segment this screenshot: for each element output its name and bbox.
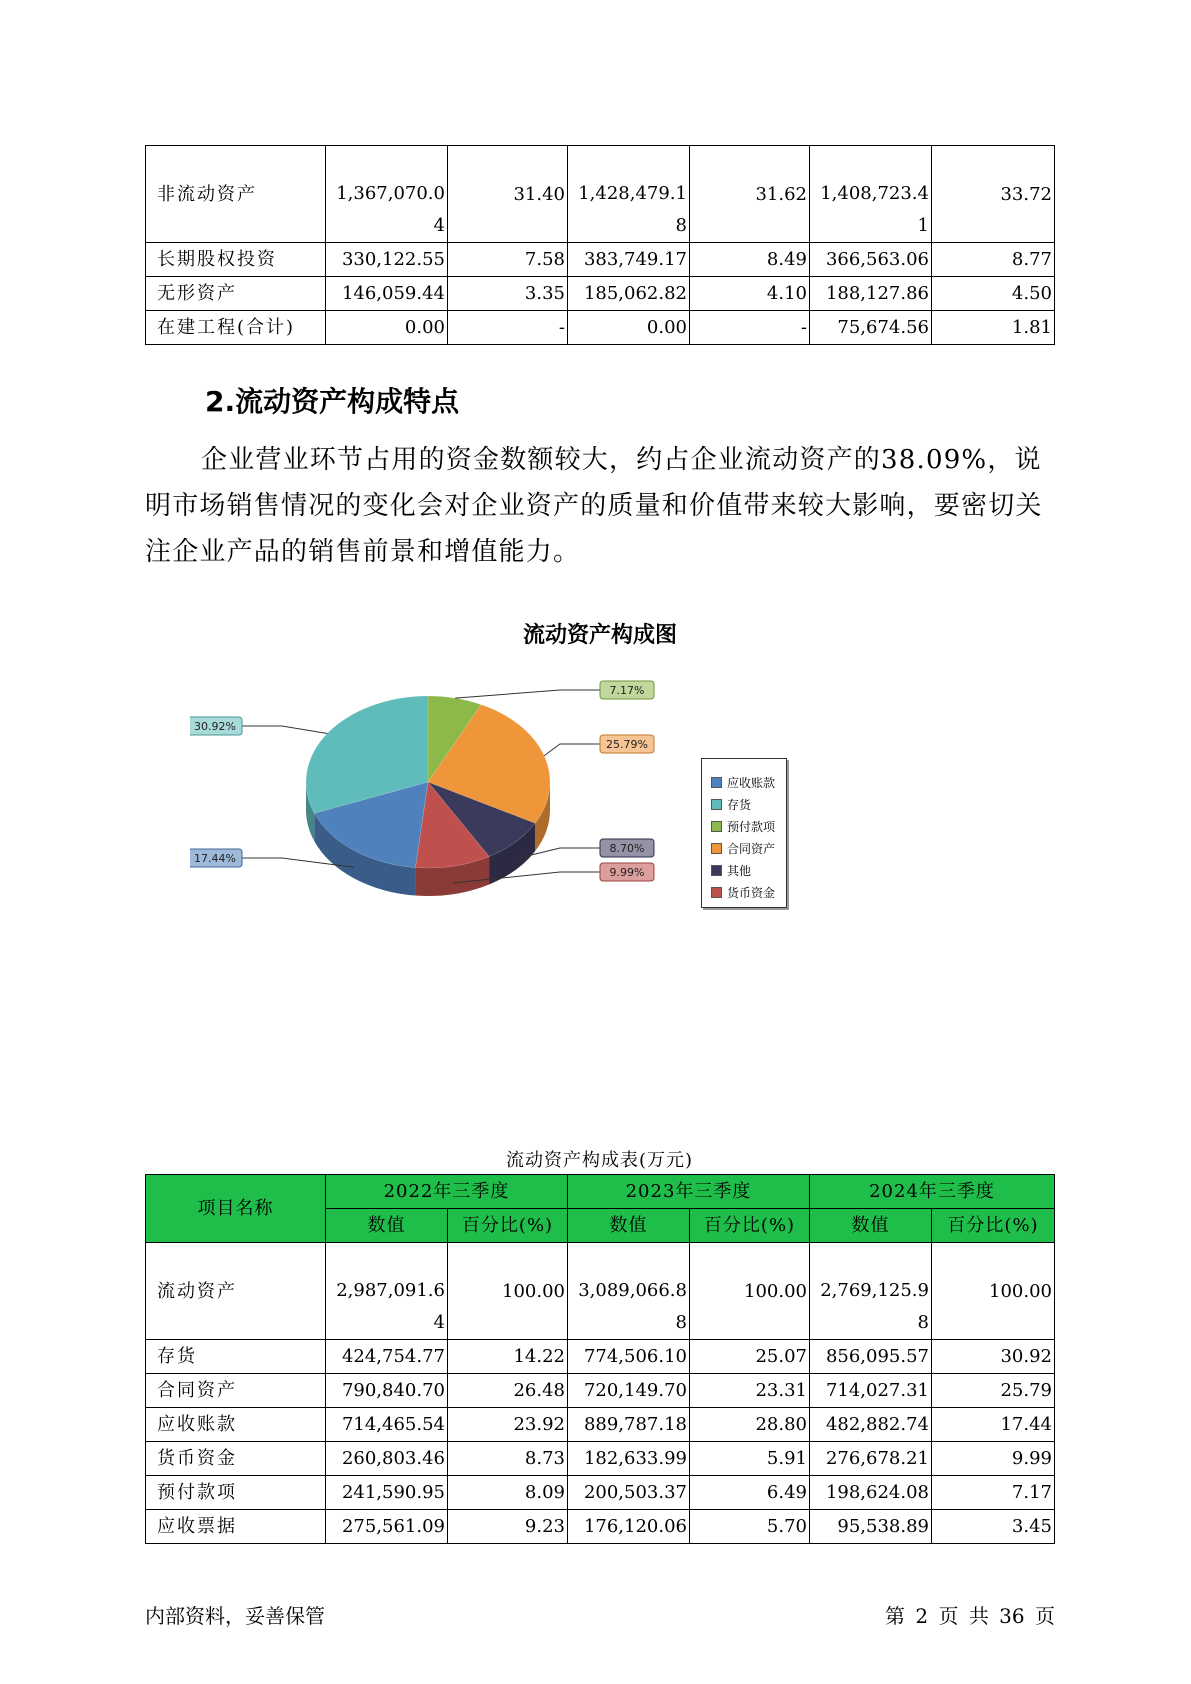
value-cell: 276,678.21 (810, 1442, 932, 1476)
row-name: 合同资产 (146, 1374, 326, 1408)
legend-item (702, 881, 786, 903)
percent-cell: 25.79 (932, 1374, 1055, 1408)
legend-swatch (711, 887, 722, 898)
value-cell: 889,787.18 (568, 1408, 690, 1442)
current-assets-table (145, 1174, 1055, 1544)
percent-cell: 4.50 (932, 277, 1055, 311)
pie-data-label: 7.17% (609, 684, 645, 697)
pie-data-label: 30.92% (194, 720, 236, 733)
table-row (146, 1442, 1055, 1476)
table-caption: 流动资产构成表(万元) (505, 1150, 694, 1171)
value-cell: 241,590.95 (326, 1476, 448, 1510)
table-row (146, 277, 1055, 311)
percent-cell: 30.92 (932, 1340, 1055, 1374)
value-cell: 185,062.82 (568, 277, 690, 311)
value-cell: 75,674.56 (810, 311, 932, 345)
percent-cell: 4.10 (690, 277, 810, 311)
header-year-2024: 2024年三季度 (810, 1175, 1055, 1209)
row-name: 长期股权投资 (146, 243, 326, 277)
percent-cell: 100.00 (448, 1243, 568, 1340)
percent-cell: 8.49 (690, 243, 810, 277)
percent-cell: 3.45 (932, 1510, 1055, 1544)
value-cell: 146,059.44 (326, 277, 448, 311)
section-paragraph: 企业营业环节占用的资金数额较大，约占企业流动资产的38.09%，说明市场销售情况的变化会对企业资产的质量和价值带来较大影响，要密切关注企业产品的销售前景和增值能力。 (145, 445, 1043, 567)
legend-item (702, 793, 786, 815)
header-value: 数值 (326, 1209, 448, 1243)
legend-swatch (711, 865, 722, 876)
value-cell: 366,563.06 (810, 243, 932, 277)
header-pct: 百分比(%) (448, 1209, 568, 1243)
table-row (146, 1476, 1055, 1510)
table-row (146, 146, 1055, 243)
value-cell: 482,882.74 (810, 1408, 932, 1442)
header-pct: 百分比(%) (690, 1209, 810, 1243)
table-row (146, 311, 1055, 345)
pie-leader-line (455, 690, 600, 698)
value-cell: 198,624.08 (810, 1476, 932, 1510)
percent-cell: 23.31 (690, 1374, 810, 1408)
value-cell: 95,538.89 (810, 1510, 932, 1544)
legend-swatch (711, 777, 722, 788)
percent-cell: 31.62 (690, 146, 810, 243)
page-number: 第 2 页 共 36 页 (885, 1604, 1055, 1628)
table-row (146, 1374, 1055, 1408)
percent-cell: 5.91 (690, 1442, 810, 1476)
percent-cell: 28.80 (690, 1408, 810, 1442)
table-row (146, 1510, 1055, 1544)
header-year-2022: 2022年三季度 (326, 1175, 568, 1209)
percent-cell: 26.48 (448, 1374, 568, 1408)
pie-data-label: 25.79% (606, 738, 648, 751)
value-cell: 720,149.70 (568, 1374, 690, 1408)
chart-legend (701, 758, 787, 908)
value-text: 1,367,070.04 (336, 183, 445, 236)
row-name: 应收票据 (146, 1510, 326, 1544)
pie-chart (190, 660, 670, 920)
pie-data-label: 17.44% (194, 852, 236, 865)
row-name: 流动资产 (146, 1243, 326, 1340)
chart-title: 流动资产构成图 (522, 623, 677, 648)
percent-cell: 100.00 (932, 1243, 1055, 1340)
legend-label: 存货 (727, 797, 752, 812)
value-cell (326, 146, 448, 243)
legend-label: 货币资金 (727, 885, 776, 900)
percent-cell: 33.72 (932, 146, 1055, 243)
row-name: 货币资金 (146, 1442, 326, 1476)
section-heading: 2.流动资产构成特点 (205, 385, 460, 418)
value-cell (568, 1243, 690, 1340)
value-cell: 790,840.70 (326, 1374, 448, 1408)
legend-swatch (711, 799, 722, 810)
percent-cell: - (448, 311, 568, 345)
table-row (146, 1408, 1055, 1442)
percent-cell: 17.44 (932, 1408, 1055, 1442)
value-cell: 275,561.09 (326, 1510, 448, 1544)
value-cell: 714,465.54 (326, 1408, 448, 1442)
percent-cell: 1.81 (932, 311, 1055, 345)
header-pct: 百分比(%) (932, 1209, 1055, 1243)
percent-cell: 9.23 (448, 1510, 568, 1544)
legend-item (702, 771, 786, 793)
pie-data-label: 8.70% (609, 842, 645, 855)
header-item-name: 项目名称 (146, 1175, 326, 1243)
legend-label: 应收账款 (727, 775, 776, 790)
percent-cell: 8.77 (932, 243, 1055, 277)
percent-cell: 7.17 (932, 1476, 1055, 1510)
legend-item (702, 859, 786, 881)
header-value: 数值 (810, 1209, 932, 1243)
value-cell (326, 1243, 448, 1340)
header-value: 数值 (568, 1209, 690, 1243)
table-row (146, 1340, 1055, 1374)
legend-item (702, 815, 786, 837)
legend-swatch (711, 843, 722, 854)
value-cell: 0.00 (568, 311, 690, 345)
percent-cell: 7.58 (448, 243, 568, 277)
value-text: 1,408,723.41 (820, 183, 929, 236)
percent-cell: 8.73 (448, 1442, 568, 1476)
value-cell: 856,095.57 (810, 1340, 932, 1374)
value-cell: 176,120.06 (568, 1510, 690, 1544)
percent-cell: 100.00 (690, 1243, 810, 1340)
percent-cell: 9.99 (932, 1442, 1055, 1476)
row-name: 无形资产 (146, 277, 326, 311)
value-cell (810, 1243, 932, 1340)
percent-cell: 31.40 (448, 146, 568, 243)
table-row (146, 1243, 1055, 1340)
value-text: 3,089,066.88 (578, 1280, 687, 1333)
percent-cell: 5.70 (690, 1510, 810, 1544)
value-cell: 424,754.77 (326, 1340, 448, 1374)
pie-leader-line (242, 726, 327, 733)
value-text: 2,769,125.98 (820, 1280, 929, 1333)
table-row (146, 243, 1055, 277)
value-cell: 260,803.46 (326, 1442, 448, 1476)
percent-cell: 8.09 (448, 1476, 568, 1510)
value-cell: 383,749.17 (568, 243, 690, 277)
legend-swatch (711, 821, 722, 832)
percent-cell: - (690, 311, 810, 345)
value-cell: 330,122.55 (326, 243, 448, 277)
value-cell: 200,503.37 (568, 1476, 690, 1510)
pie-data-label: 9.99% (609, 866, 645, 879)
row-name: 预付款项 (146, 1476, 326, 1510)
value-cell (810, 146, 932, 243)
percent-cell: 25.07 (690, 1340, 810, 1374)
value-cell: 774,506.10 (568, 1340, 690, 1374)
value-cell: 182,633.99 (568, 1442, 690, 1476)
footer-note: 内部资料，妥善保管 (145, 1604, 325, 1628)
value-cell (568, 146, 690, 243)
pie-leader-line (544, 744, 600, 756)
value-cell: 0.00 (326, 311, 448, 345)
percent-cell: 6.49 (690, 1476, 810, 1510)
non-current-assets-table (145, 145, 1055, 345)
value-text: 2,987,091.64 (336, 1280, 445, 1333)
legend-item (702, 837, 786, 859)
legend-label: 其他 (727, 863, 752, 878)
percent-cell: 14.22 (448, 1340, 568, 1374)
percent-cell: 3.35 (448, 277, 568, 311)
row-name: 在建工程(合计) (146, 311, 326, 345)
legend-label: 预付款项 (727, 819, 776, 834)
row-name: 应收账款 (146, 1408, 326, 1442)
value-text: 1,428,479.18 (578, 183, 687, 236)
header-year-2023: 2023年三季度 (568, 1175, 810, 1209)
legend-label: 合同资产 (727, 841, 776, 856)
percent-cell: 23.92 (448, 1408, 568, 1442)
row-name: 存货 (146, 1340, 326, 1374)
value-cell: 188,127.86 (810, 277, 932, 311)
value-cell: 714,027.31 (810, 1374, 932, 1408)
row-name: 非流动资产 (146, 146, 326, 243)
